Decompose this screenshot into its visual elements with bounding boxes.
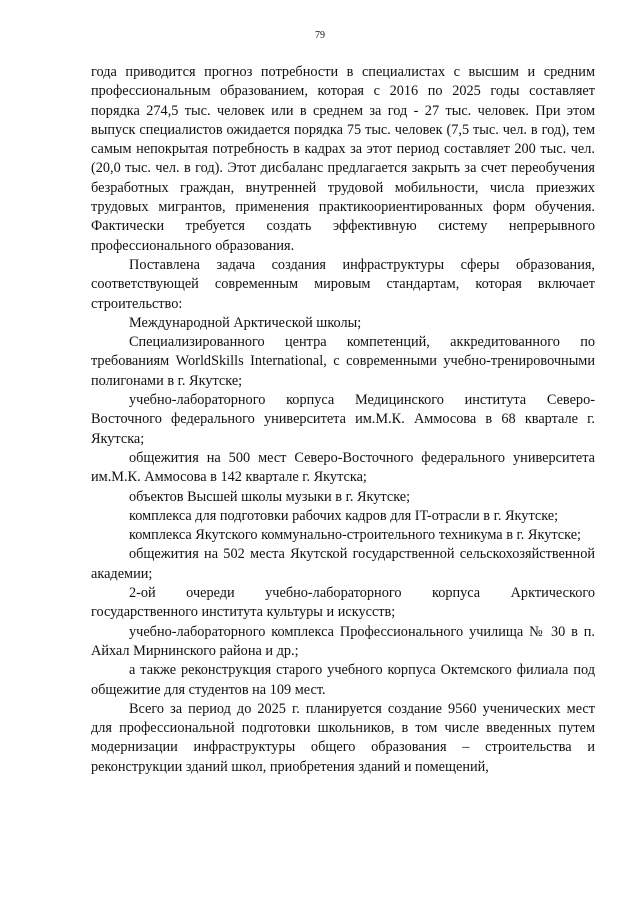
paragraph-infrastructure-task: Поставлена задача создания инфраструктуры сферы образования, соответствующей современным мировым стандартам, которая включает строительство: bbox=[91, 256, 595, 312]
list-item-dormitory-500: общежития на 500 мест Северо-Восточного федерального университета им.М.К. Аммосова в 142 квартале г. Якутска; bbox=[91, 449, 595, 486]
list-item-competence-center: Специализированного центра компетенций, аккредитованного по требованиям WorldSkills International, с современными учебно-тренировочными полигонами в г. Якутске; bbox=[91, 334, 595, 389]
list-item-music-school: объектов Высшей школы музыки в г. Якутске; bbox=[129, 488, 411, 505]
list-item-arctic-school: Международной Арктической школы; bbox=[129, 314, 362, 331]
page-number: 79 bbox=[315, 30, 325, 41]
list-item-medical-institute: учебно-лабораторного корпуса Медицинского института Северо-Восточного федерального университета им.М.К. Аммосова в 68 квартале г. Якутска; bbox=[91, 392, 595, 447]
body-text bbox=[91, 63, 595, 777]
list-item-dormitory-502: общежития на 502 места Якутской государственной сельскохозяйственной академии; bbox=[91, 546, 595, 582]
list-item-arts-institute: 2-ой очереди учебно-лабораторного корпуса Арктического государственного института культуры и искусств; bbox=[91, 585, 595, 621]
paragraph-forecast: года приводится прогноз потребности в специалистах с высшим и средним профессиональным образованием, которая с 2016 по 2025 годы составляет порядка 274,5 тыс. человек или в среднем за год - 27 тыс. человек. При этом выпуск специалистов ожидается порядка 75 тыс. человек (7,5 тыс. чел. в год), тем самым непокрытая потребность в кадрах за этот период составляет 200 тыс. чел. (20,0 тыс. чел. в год). Этот дисбаланс предлагается закрыть за счет переобучения безработных граждан, внутренней трудовой мобильности, числа приезжих трудовых мигрантов, применения практикоориентированных форм обучения. Фактически требуется создать эффективную систему непрерывного профессионального образования. bbox=[91, 64, 595, 254]
list-item-oktem-reconstruction: а также реконструкция старого учебного корпуса Октемского филиала под общежитие для студентов на 109 мест. bbox=[91, 662, 595, 698]
paragraph-student-places: Всего за период до 2025 г. планируется создание 9560 ученических мест для профессиональной подготовки школьников, в том числе введенных путем модернизации инфраструктуры общего образования – строительства и реконструкции зданий школ, приобретения зданий и помещений, bbox=[91, 700, 595, 775]
list-item-construction-college: комплекса Якутского коммунально-строительного техникума в г. Якутске; bbox=[129, 527, 582, 544]
list-item-vocational-school-30: учебно-лабораторного комплекса Профессионального училища № 30 в п. Айхал Мирнинского района и др.; bbox=[91, 623, 595, 659]
list-item-it-training-complex: комплекса для подготовки рабочих кадров для IT-отрасли в г. Якутске; bbox=[129, 507, 559, 524]
